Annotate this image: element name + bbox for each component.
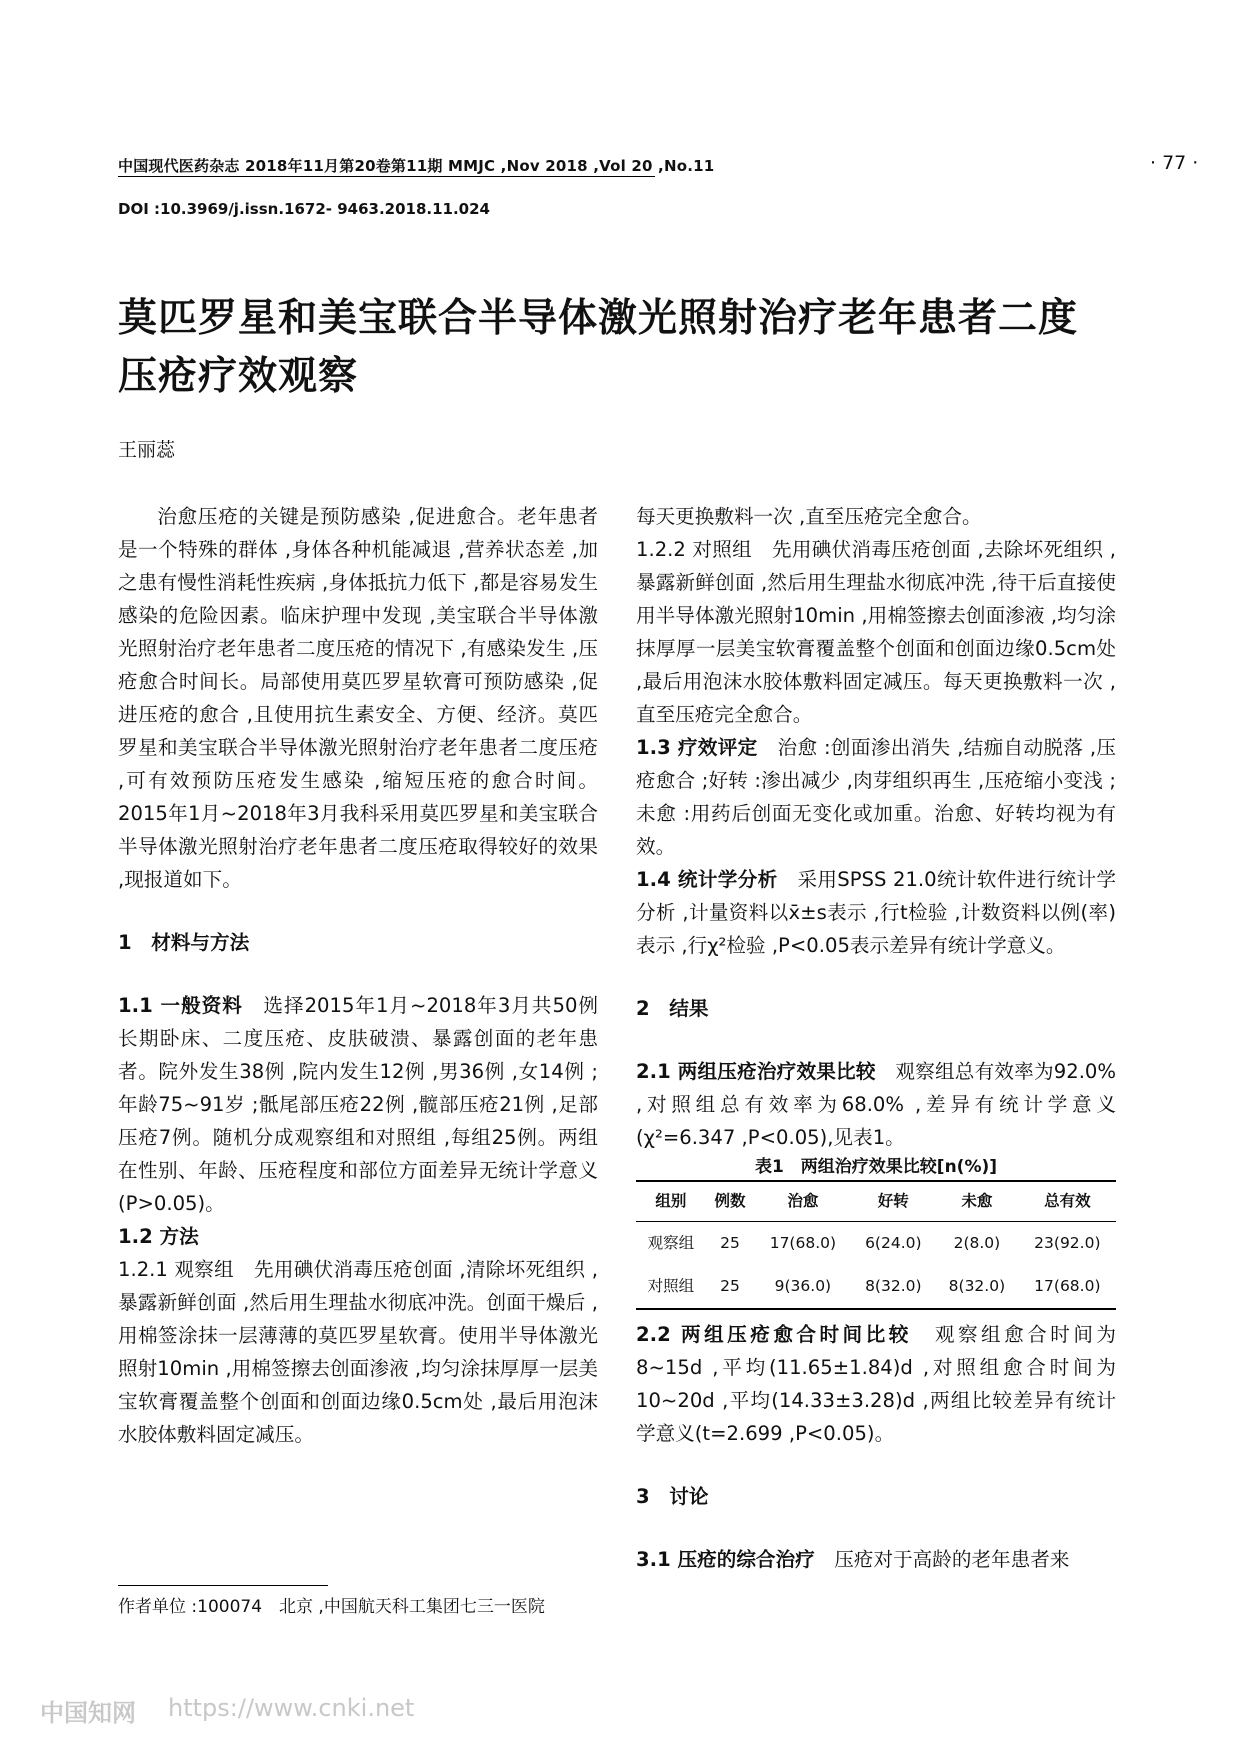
table-cell: 25 bbox=[706, 1265, 754, 1309]
section-2-1-body: 观察组总有效率为92.0% ,对照组总有效率为68.0% ,差异有统计学意义(χ²=6.347 ,P<0.05),见表1。 bbox=[636, 1060, 1117, 1149]
table-cell: 17(68.0) bbox=[1019, 1265, 1116, 1309]
journal-header: 中国现代医药杂志 2018年11月第20卷第11期 MMJC ,Nov 2018 ,Vol 20 ,No.11 bbox=[118, 157, 715, 175]
author-affiliation: 作者单位 :100074 北京 ,中国航天科工集团七三一医院 bbox=[118, 1597, 545, 1617]
table-header-cell: 组别 bbox=[636, 1181, 706, 1222]
table-header-cell: 治愈 bbox=[754, 1181, 851, 1222]
section-1-2-2: 1.2.2 对照组 先用碘伏消毒压疮创面 ,去除坏死组织 ,暴露新鲜创面 ,然后用生理盐水彻底冲洗 ,待干后直接使用半导体激光照射10min ,用棉签擦去创面渗液 ,均匀涂抹厚厚一层美宝软膏覆盖整个创面和创面边缘0.5cm处 ,最后用泡沫水胶体敷料固定减压。每天更换敷料一次 ,直至压疮完全愈合。 bbox=[636, 538, 1116, 726]
section-3-1-body: 压疮对于高龄的老年患者来 bbox=[814, 1548, 1070, 1571]
table-cell: 23(92.0) bbox=[1034, 1234, 1101, 1252]
section-1-3-body: 治愈 :创面渗出消失 ,结痂自动脱落 ,压疮愈合 ;好转 :渗出减少 ,肉芽组织再生 ,压疮缩小变浅 ;未愈 :用药后创面无变化或加重。治愈、好转均视为有效。 bbox=[636, 736, 1116, 858]
table-row bbox=[636, 1265, 1116, 1309]
table-cell: 8(32.0) bbox=[935, 1265, 1019, 1309]
section-1-heading: 1 材料与方法 bbox=[118, 931, 250, 954]
table-row bbox=[636, 1222, 1116, 1266]
table-header-cell: 好转 bbox=[852, 1181, 936, 1222]
section-1-3 bbox=[636, 731, 1116, 863]
table-header-row bbox=[636, 1181, 1116, 1222]
section-1-4-heading: 1.4 统计学分析 bbox=[636, 868, 778, 891]
table-cell: 观察组 bbox=[647, 1234, 695, 1252]
table-cell: 对照组 bbox=[636, 1265, 706, 1309]
section-1-3-heading: 1.3 疗效评定 bbox=[636, 736, 758, 759]
left-column bbox=[118, 500, 598, 1451]
section-3-1 bbox=[636, 1543, 1116, 1576]
section-1-1-heading: 1.1 一般资料 bbox=[118, 994, 243, 1017]
table-1-title: 表1 两组治疗效果比较[n(%)] bbox=[754, 1157, 998, 1177]
section-3-heading: 3 讨论 bbox=[636, 1485, 709, 1508]
section-1-4 bbox=[636, 863, 1116, 962]
table-cell: 2(8.0) bbox=[953, 1234, 1001, 1252]
page-number: · 77 · bbox=[1150, 152, 1199, 174]
section-1-1-body: 选择2015年1月~2018年3月共50例长期卧床、二度压疮、皮肤破溃、暴露创面的老年患者。院外发生38例 ,院内发生12例 ,男36例 ,女14例 ;年龄75~91岁 ;骶尾部压疮22例 ,髋部压疮21例 ,足部压疮7例。随机分成观察组和对照组 ,每组25例。两组在性别、年龄、压疮程度和部位方面差异无统计学意义(P>0.05)。 bbox=[118, 994, 598, 1215]
table-cell: 6(24.0) bbox=[865, 1234, 922, 1252]
section-1-1 bbox=[118, 989, 598, 1220]
section-2-heading: 2 结果 bbox=[636, 997, 709, 1020]
right-column bbox=[636, 500, 1116, 1576]
table-cell: 17(68.0) bbox=[769, 1234, 837, 1252]
section-2-1-heading: 2.1 两组压疮治疗效果比较 bbox=[636, 1060, 876, 1083]
section-3-1-heading: 3.1 压疮的综合治疗 bbox=[636, 1548, 815, 1571]
author: 王丽蕊 bbox=[118, 439, 176, 461]
table-cell: 8(32.0) bbox=[852, 1265, 936, 1309]
section-1-2-1: 1.2.1 观察组 先用碘伏消毒压疮创面 ,清除坏死组织 ,暴露新鲜创面 ,然后用生理盐水彻底冲洗。创面干燥后 ,用棉签涂抹一层薄薄的莫匹罗星软膏。使用半导体激光照射10min ,用棉签擦去创面渗液 ,均匀涂抹厚厚一层美宝软膏覆盖整个创面和创面边缘0.5cm处 ,最后用泡沫水胶体敷料固定减压。 bbox=[118, 1258, 598, 1446]
cnki-logo: 中国知网 bbox=[40, 1699, 136, 1727]
table-header-cell: 未愈 bbox=[935, 1181, 1019, 1222]
section-2-2-heading: 2.2 两组压疮愈合时间比较 bbox=[636, 1323, 912, 1346]
section-1-2-heading: 1.2 方法 bbox=[118, 1225, 199, 1248]
article-title: 莫匹罗星和美宝联合半导体激光照射治疗老年患者二度压疮疗效观察 bbox=[118, 296, 1079, 399]
footnote-rule bbox=[118, 1585, 328, 1586]
cnki-url[interactable]: https://www.cnki.net bbox=[168, 1694, 415, 1722]
doi: DOI :10.3969/j.issn.1672- 9463.2018.11.024 bbox=[118, 200, 490, 218]
table-cell: 25 bbox=[720, 1234, 740, 1252]
intro-paragraph: 治愈压疮的关键是预防感染 ,促进愈合。老年患者是一个特殊的群体 ,身体各种机能减退 ,营养状态差 ,加之患有慢性消耗性疾病 ,身体抵抗力低下 ,都是容易发生感染的危险因素。临床护理中发现 ,美宝联合半导体激光照射治疗老年患者二度压疮的情况下 ,有感染发生 ,压疮愈合时间长。局部使用莫匹罗星软膏可预防感染 ,促进压疮的愈合 ,且使用抗生素安全、方便、经济。莫匹罗星和美宝联合半导体激光照射治疗老年患者二度压疮 ,可有效预防压疮发生感染 ,缩短压疮的愈合时间。2015年1月~2018年3月我科采用莫匹罗星和美宝联合半导体激光照射治疗老年患者二度压疮取得较好的效果 ,现报道如下。 bbox=[118, 505, 598, 891]
section-1-4-body: 采用SPSS 21.0统计软件进行统计学分析 ,计量资料以x̄±s表示 ,行t检验 ,计数资料以例(率)表示 ,行χ²检验 ,P<0.05表示差异有统计学意义。 bbox=[636, 868, 1116, 957]
header-rule bbox=[118, 176, 655, 177]
continued-text: 每天更换敷料一次 ,直至压疮完全愈合。 bbox=[636, 505, 982, 528]
section-2-1 bbox=[636, 1055, 1116, 1154]
table-cell: 9(36.0) bbox=[754, 1265, 851, 1309]
table-header-cell: 总有效 bbox=[1019, 1181, 1116, 1222]
table-header-cell: 例数 bbox=[706, 1181, 754, 1222]
results-table bbox=[636, 1180, 1116, 1310]
section-2-2 bbox=[636, 1318, 1116, 1450]
section-2-2-body: 观察组愈合时间为8~15d ,平均(11.65±1.84)d ,对照组愈合时间为10~20d ,平均(14.33±3.28)d ,两组比较差异有统计学意义(t=2.699 ,P<0.05)。 bbox=[636, 1323, 1117, 1445]
